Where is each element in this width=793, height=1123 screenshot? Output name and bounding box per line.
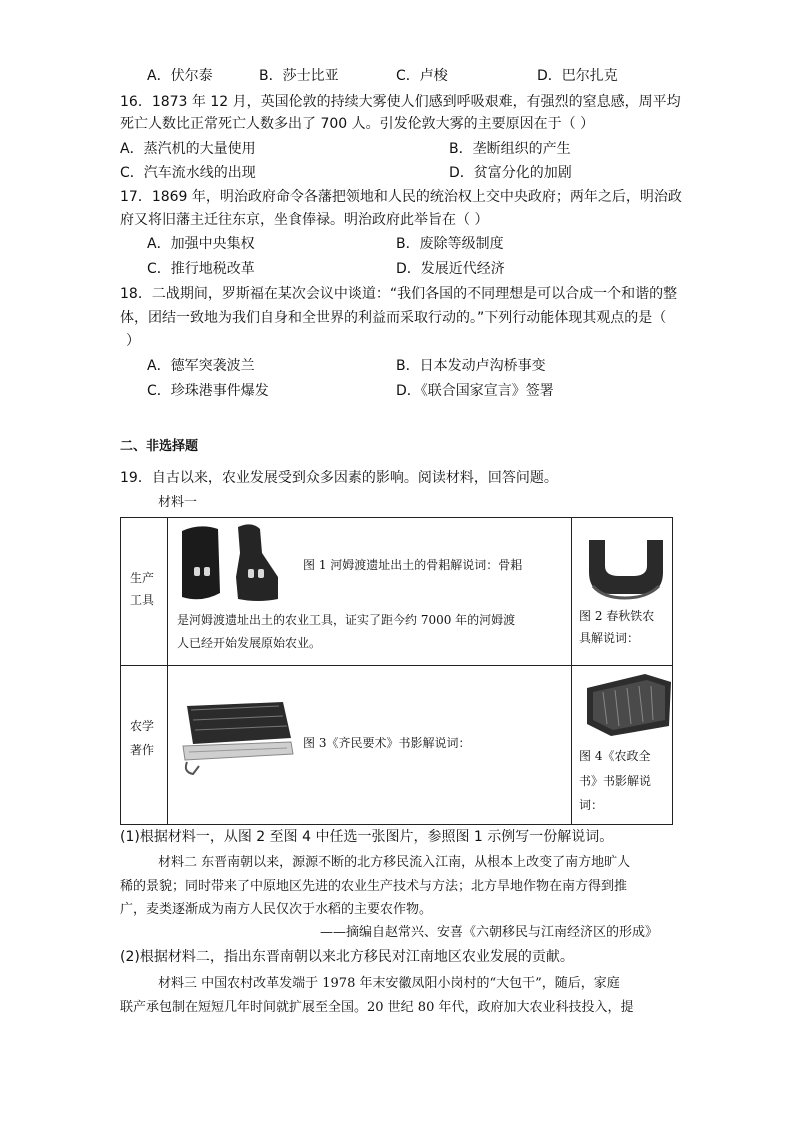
fig2-caption-line1: 图 2 春秋铁农 [579, 609, 655, 623]
row2-header-line2: 著作 [130, 743, 155, 757]
table-row-divider [121, 665, 672, 666]
fig1-text-line1: 是河姆渡遗址出土的农业工具，证实了距今约 7000 年的河姆渡 [177, 613, 516, 627]
q16-stem-line1: 16．1873 年 12 月，英国伦敦的持续大雾使人们感到呼吸艰难，有强烈的窒息感，周平均 [120, 94, 681, 110]
q18-stem-line2: 体，团结一致地为我们自身和全世界的利益而采取行动的。”下列行动能体现其观点的是（ [120, 310, 667, 326]
fig1-caption: 图 1 河姆渡遗址出土的骨耜解说词：骨耜 [303, 558, 523, 572]
q16-stem-line2: 死亡人数比正常死亡人数多出了 700 人。引发伦敦大雾的主要原因在于（ ） [120, 116, 595, 132]
material-2-source: ——摘编自赵常兴、安喜《六朝移民与江南经济区的形成》 [320, 925, 659, 940]
q16-option-d: D．贫富分化的加剧 [449, 165, 572, 181]
iron-tool-image [583, 536, 669, 600]
material-1-label: 材料一 [158, 495, 198, 510]
q19-subquestion-1: (1)根据材料一，从图 2 至图 4 中任选一张图片，参照图 1 示例写一份解说词。 [120, 829, 614, 845]
fig4-caption-line3: 词： [579, 798, 604, 812]
q15-option-c: C．卢梭 [396, 68, 448, 84]
q16-option-c: C．汽车流水线的出现 [120, 165, 256, 181]
q17-option-d: D．发展近代经济 [396, 261, 505, 277]
q18-stem-line1: 18．二战期间，罗斯福在某次会议中谈道：“我们各国的不同理想是可以合成一个和谐的整 [120, 286, 678, 302]
q15-option-b: B．莎士比亚 [259, 68, 339, 84]
row1-header-line2: 工具 [130, 593, 155, 607]
q15-option-a: A．伏尔泰 [147, 68, 213, 84]
q18-stem-line3: ） [126, 333, 140, 349]
fig4-caption-line1: 图 4《农政全 [579, 749, 651, 763]
q18-option-a: A．德军突袭波兰 [147, 358, 255, 374]
table-col-divider-1 [167, 518, 168, 824]
q17-stem-line2: 府又将旧藩主迁往东京，坐食俸禄。明治政府此举旨在（ ） [120, 212, 489, 228]
fig1-text-line2: 人已经开始发展原始农业。 [177, 636, 322, 650]
bone-spade-image [174, 523, 286, 603]
material-2-line1: 材料二 东晋南朝以来，源源不断的北方移民流入江南，从根本上改变了南方地旷人 [158, 855, 631, 870]
table-col-divider-2 [571, 518, 572, 824]
material-2-line2: 稀的景貌；同时带来了中原地区先进的农业生产技术与方法；北方旱地作物在南方得到推 [120, 879, 628, 894]
q17-option-c: C．推行地税改革 [147, 261, 255, 277]
q18-option-c: C．珍珠港事件爆发 [147, 383, 269, 399]
q16-option-a: A．蒸汽机的大量使用 [120, 141, 256, 157]
nongzheng-quanshu-book-image [583, 672, 673, 738]
q19-subquestion-2: (2)根据材料二，指出东晋南朝以来北方移民对江南地区农业发展的贡献。 [120, 949, 574, 965]
fig4-caption-line2: 书》书影解说 [579, 774, 652, 788]
q16-option-b: B．垄断组织的产生 [449, 141, 571, 157]
q15-option-d: D．巴尔扎克 [537, 68, 618, 84]
q18-option-b: B．日本发动卢沟桥事变 [396, 358, 546, 374]
row2-header-line1: 农学 [130, 719, 155, 733]
q19-intro: 19．自古以来，农业发展受到众多因素的影响。阅读材料，回答问题。 [120, 470, 558, 486]
q17-stem-line1: 17．1869 年，明治政府命令各藩把领地和人民的统治权上交中央政府；两年之后，明治政 [120, 189, 682, 205]
q17-option-b: B．废除等级制度 [396, 236, 504, 252]
fig3-caption: 图 3《齐民要术》书影解说词： [303, 736, 471, 750]
material-table [120, 517, 673, 825]
row1-header-line1: 生产 [130, 571, 155, 585]
material-3-line1: 材料三 中国农村改革发端于 1978 年末安徽凤阳小岗村的“大包干”，随后，家庭 [158, 976, 620, 991]
q17-option-a: A．加强中央集权 [147, 236, 255, 252]
section-heading: 二、非选择题 [120, 439, 199, 454]
q18-option-d: D．《联合国家宣言》签署 [396, 383, 554, 399]
material-3-line2: 联产承包制在短短几年时间就扩展至全国。20 世纪 80 年代，政府加大农业科技投入，提 [120, 1000, 634, 1015]
qimin-yaoshu-book-image [179, 696, 299, 776]
fig2-caption-line2: 具解说词： [579, 631, 640, 645]
material-2-line3: 广，麦类逐渐成为南方人民仅次于水稻的主要农作物。 [120, 902, 433, 917]
